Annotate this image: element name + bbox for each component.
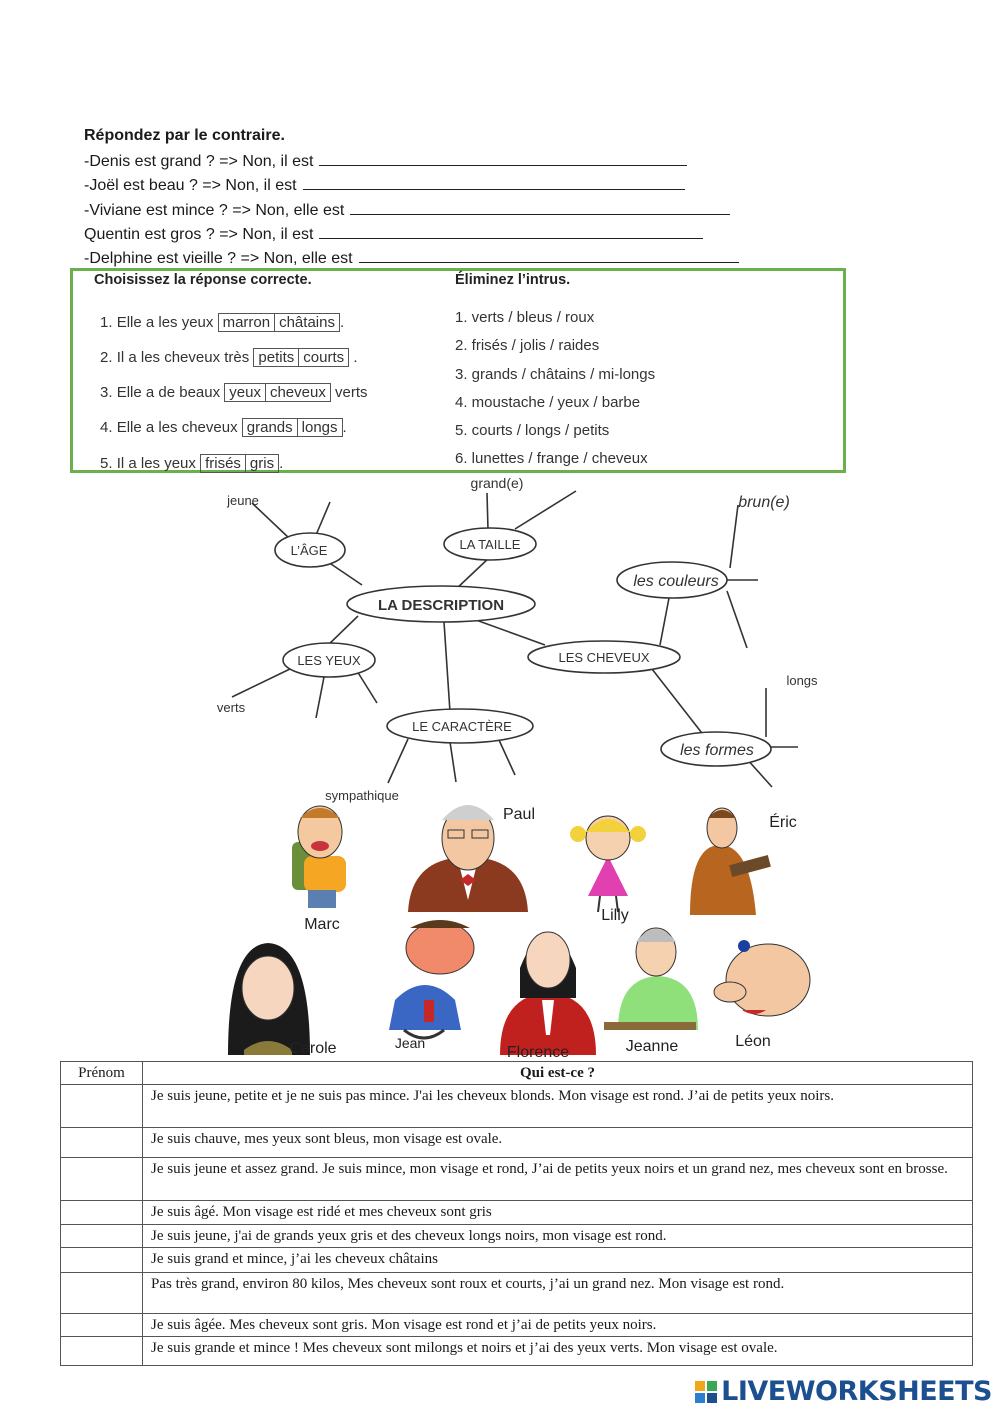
choice-option[interactable]: gris xyxy=(246,454,279,473)
intrus-item-4[interactable]: 4. moustache / yeux / barbe xyxy=(455,394,641,411)
mm-caractere: LE CARACTÈRE xyxy=(412,719,512,734)
choice-option[interactable]: petits xyxy=(253,348,299,367)
opposite-question-5: -Delphine est vieille ? => Non, elle est xyxy=(84,248,739,268)
mm-yeux-word: verts xyxy=(216,700,246,715)
table-row xyxy=(61,1158,973,1201)
column-header-qui: Qui est-ce ? xyxy=(143,1062,973,1085)
answer-blank-4[interactable] xyxy=(319,224,703,239)
choice-option[interactable]: grands xyxy=(242,418,298,437)
table-row xyxy=(61,1085,973,1128)
name-florence: Florence xyxy=(506,1044,570,1060)
jean-figure xyxy=(389,920,474,1038)
name-jeanne: Jeanne xyxy=(625,1038,679,1055)
jeanne-figure xyxy=(604,928,698,1030)
mm-couleurs-word: brun(e) xyxy=(738,494,790,511)
opposite-question-4: Quentin est gros ? => Non, il est xyxy=(84,224,703,244)
description-cell: Je suis jeune, petite et je ne suis pas mince. J'ai les cheveux blonds. Mon visage est rond. J’ai de petits yeux noirs. xyxy=(143,1085,973,1128)
mm-age: L’ÂGE xyxy=(290,543,328,558)
opposite-question-2: -Joël est beau ? => Non, il est xyxy=(84,175,685,195)
prenom-answer-cell[interactable] xyxy=(61,1224,143,1247)
prenom-answer-cell[interactable] xyxy=(61,1128,143,1158)
name-leon: Léon xyxy=(735,1033,771,1050)
intrus-item-5[interactable]: 5. courts / longs / petits xyxy=(455,422,610,439)
mm-caractere-word: sympathique xyxy=(325,788,399,803)
liveworksheets-logo: LIVEWORKSHEETS xyxy=(695,1376,992,1407)
table-row xyxy=(61,1272,973,1313)
name-jean: Jean xyxy=(394,1035,426,1051)
description-cell: Je suis âgée. Mes cheveux sont gris. Mon visage est rond et j’ai de petits yeux noirs. xyxy=(143,1313,973,1336)
table-header-row xyxy=(61,1062,973,1085)
intrus-item-3[interactable]: 3. grands / châtains / mi-longs xyxy=(455,366,656,383)
mm-formes: les formes xyxy=(680,742,754,759)
name-lilly: Lilly xyxy=(601,907,629,924)
table-row xyxy=(61,1224,973,1247)
mm-taille: LA TAILLE xyxy=(459,537,521,552)
description-cell: Je suis grand et mince, j’ai les cheveux châtains xyxy=(143,1247,973,1272)
answer-blank-5[interactable] xyxy=(359,248,739,263)
answer-blank-1[interactable] xyxy=(319,151,687,166)
choice-option[interactable]: yeux xyxy=(224,383,266,402)
choice-option[interactable]: courts xyxy=(299,348,349,367)
description-cell: Je suis chauve, mes yeux sont bleus, mon visage est ovale. xyxy=(143,1128,973,1158)
exercise3-title: Éliminez l’intrus. xyxy=(455,272,571,288)
marc-figure xyxy=(292,806,346,908)
mm-formes-word: longs xyxy=(786,673,818,688)
column-header-prenom: Prénom xyxy=(61,1062,143,1085)
choice-option[interactable]: châtains xyxy=(275,313,340,332)
name-marc: Marc xyxy=(304,916,340,933)
choice-item-1: 1. Elle a les yeux marron châtains . xyxy=(100,314,345,331)
intrus-item-2[interactable]: 2. frisés / jolis / raides xyxy=(455,337,600,354)
mm-taille-word: grand(e) xyxy=(470,475,524,491)
description-cell: Pas très grand, environ 80 kilos, Mes cheveux sont roux et courts, j’ai un grand nez. Mon visage est rond. xyxy=(143,1272,973,1313)
prenom-answer-cell[interactable] xyxy=(61,1158,143,1201)
exercise2-title: Choisissez la réponse correcte. xyxy=(94,272,312,288)
answer-blank-2[interactable] xyxy=(303,175,685,190)
prenom-answer-cell[interactable] xyxy=(61,1247,143,1272)
choice-item-4: 4. Elle a les cheveux grands longs . xyxy=(100,419,347,436)
qui-est-ce-table xyxy=(60,1061,973,1366)
choice-option[interactable]: marron xyxy=(218,313,276,332)
liveworksheets-icon xyxy=(695,1381,717,1403)
choice-item-2: 2. Il a les cheveux très petits courts . xyxy=(100,349,358,366)
table-row xyxy=(61,1337,973,1366)
choice-item-5: 5. Il a les yeux frisés gris . xyxy=(100,455,284,472)
mm-cheveux: LES CHEVEUX xyxy=(558,650,650,665)
description-cell: Je suis grande et mince ! Mes cheveux sont milongs et noirs et j’ai des yeux verts. Mon visage est ovale. xyxy=(143,1337,973,1366)
mm-age-word: jeune xyxy=(227,493,259,508)
name-paul: Paul xyxy=(502,806,536,823)
name-carole: Carole xyxy=(289,1040,337,1057)
florence-figure xyxy=(500,932,596,1055)
mm-center: LA DESCRIPTION xyxy=(377,597,505,614)
opposite-question-1: -Denis est grand ? => Non, il est xyxy=(84,151,687,171)
description-cell: Je suis jeune et assez grand. Je suis mince, mon visage et rond, J’ai de petits yeux noirs et un grand nez, mes cheveux sont en brosse. xyxy=(143,1158,973,1201)
prenom-answer-cell[interactable] xyxy=(61,1313,143,1336)
choice-option[interactable]: frisés xyxy=(200,454,246,473)
description-cell: Je suis âgé. Mon visage est ridé et mes cheveux sont gris xyxy=(143,1201,973,1224)
prenom-answer-cell[interactable] xyxy=(61,1272,143,1313)
opposite-question-3: -Viviane est mince ? => Non, elle est xyxy=(84,200,730,220)
mm-yeux: LES YEUX xyxy=(297,653,361,668)
leon-figure xyxy=(714,940,810,1016)
name-eric: Éric xyxy=(769,814,797,831)
table-row xyxy=(61,1201,973,1224)
prenom-answer-cell[interactable] xyxy=(61,1201,143,1224)
table-row xyxy=(61,1128,973,1158)
answer-blank-3[interactable] xyxy=(350,200,730,215)
choice-option[interactable]: longs xyxy=(298,418,343,437)
table-row xyxy=(61,1313,973,1336)
choice-item-3: 3. Elle a de beaux yeux cheveux verts xyxy=(100,384,368,401)
prenom-answer-cell[interactable] xyxy=(61,1085,143,1128)
lilly-figure xyxy=(570,816,646,912)
choice-option[interactable]: cheveux xyxy=(266,383,331,402)
prenom-answer-cell[interactable] xyxy=(61,1337,143,1366)
characters-illustration xyxy=(0,800,1000,1060)
table-row xyxy=(61,1247,973,1272)
intrus-item-6[interactable]: 6. lunettes / frange / cheveux xyxy=(455,450,648,467)
description-cell: Je suis jeune, j'ai de grands yeux gris et des cheveux longs noirs, mon visage est rond. xyxy=(143,1224,973,1247)
eric-figure xyxy=(690,808,771,915)
mm-couleurs: les couleurs xyxy=(633,573,719,590)
intrus-item-1[interactable]: 1. verts / bleus / roux xyxy=(455,309,595,326)
description-mindmap xyxy=(0,475,1000,805)
carole-figure xyxy=(228,943,310,1055)
exercise1-title: Répondez par le contraire. xyxy=(84,127,285,144)
